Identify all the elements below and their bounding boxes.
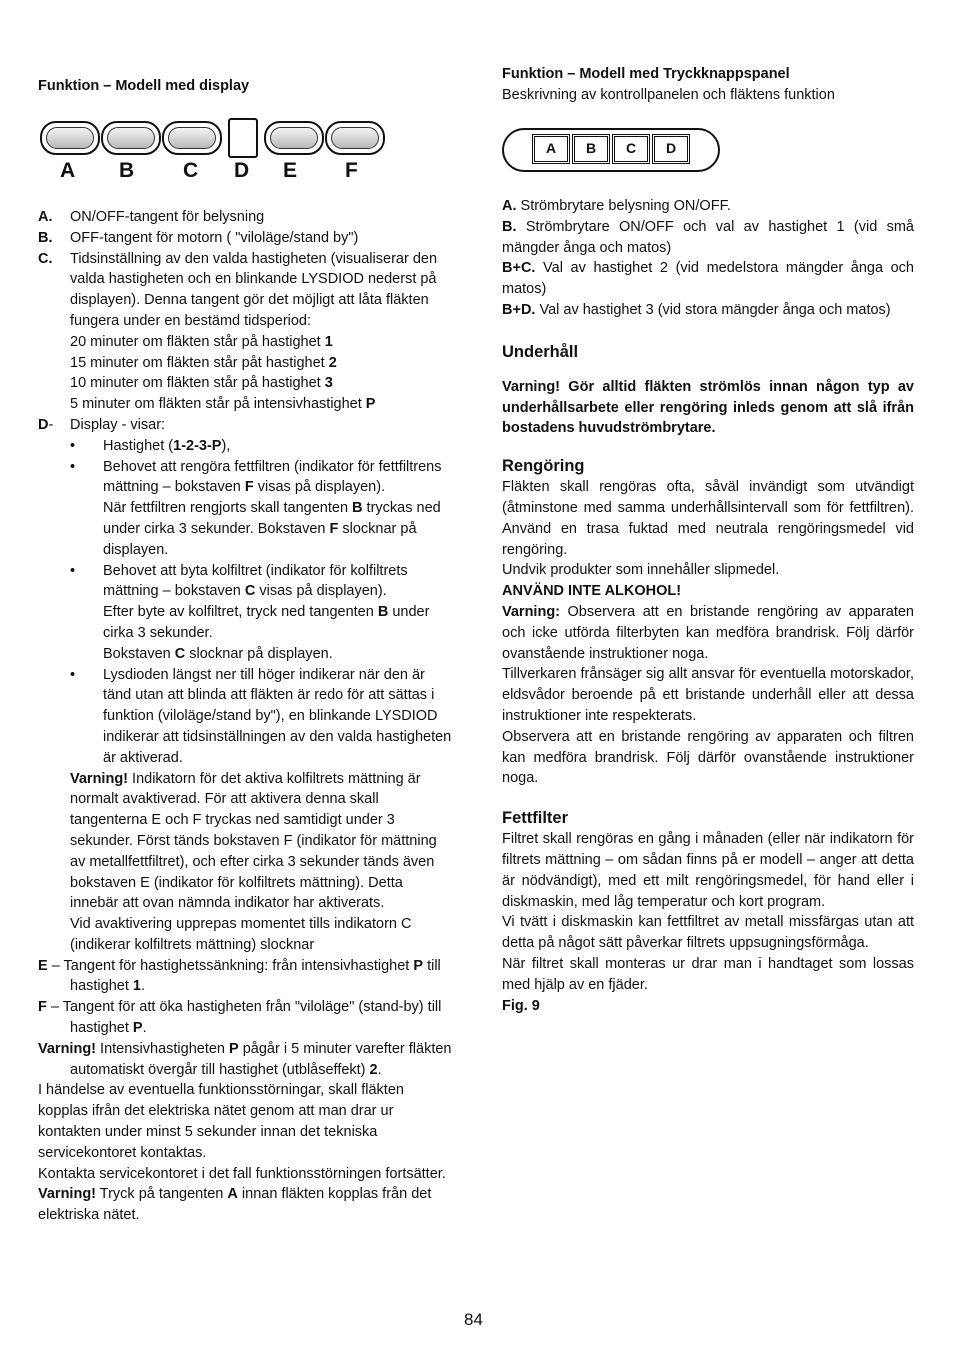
right-column (502, 196, 914, 1016)
push-button-b: B (572, 134, 610, 164)
display-bullet-grease: • Behovet att rengöra fettfiltren (indikator för fettfiltrens mättning – bokstaven F visas på displayen). (70, 458, 442, 496)
figure-reference: Fig. 9 (502, 997, 540, 1014)
push-button-d: D (652, 134, 690, 164)
timer-line-4: 5 minuter om fläkten står på intensivhastighet P (70, 396, 376, 413)
left-column (38, 207, 452, 1226)
item-f: F – Tangent för att öka hastigheten från "viloläge" (stand-by) till hastighet P. (38, 999, 442, 1037)
panel-letter-f: F (345, 159, 358, 182)
button-a-icon (40, 121, 100, 155)
grease-p3: När filtret skall monteras ur drar man i handtaget som lossas med hjälp av en fjäder. (502, 955, 914, 993)
cleaning-p5: Tillverkaren frånsäger sig allt ansvar för eventuella motorskador, eldsvådor beroende på ett bristande underhåll eller att dessa instruktioner inte respekterats. (502, 666, 914, 724)
maintenance-title: Underhåll (502, 342, 579, 361)
push-item-bc: B+C. Val av hastighet 2 (vid medelstora mängder ånga och matos) (502, 260, 914, 298)
panel-letter-e: E (283, 159, 298, 182)
display-bullet-carbon-cont2: Bokstaven C slocknar på displayen. (103, 645, 333, 662)
cleaning-warning: Varning: Observera att en bristande rengöring av apparaten och icke utförda filterbyten kan medföra brandrisk. Följ därför ovanstående instruktioner noga. (502, 603, 914, 662)
right-subheading: Beskrivning av kontrollpanelen och fläktens funktion (502, 87, 835, 103)
warning-carbon: Varning! Indikatorn för det aktiva kolfiltrets mättning är normalt avaktiverad. För att aktivera denna skall tangenterna E och F tryckas ned samtidigt under 3 sekunder. Först tänds bokstaven F (indikator för mättning av metallfettfiltret), och efter cirka 3 sekunder tänds även bokstaven E (indikator för kolfiltrets mättning). Detta innebär att ovan nämnda indikator har aktiverats. (70, 770, 437, 912)
panel-letter-d: D (234, 159, 250, 182)
button-b-icon (101, 121, 161, 155)
button-c-icon (162, 121, 222, 155)
display-d-icon (228, 118, 258, 158)
cleaning-p2: Undvik produkter som innehåller slipmedel. (502, 562, 780, 579)
panel-letter-a: A (60, 159, 76, 182)
left-heading: Funktion – Modell med display (38, 78, 250, 94)
display-bullet-speed: • Hastighet (1-2-3-P), (70, 437, 231, 454)
timer-line-1: 20 minuter om fläkten står på hastighet 1 (70, 333, 333, 350)
button-e-icon (264, 121, 324, 155)
panel-letter-c: C (183, 159, 199, 182)
push-button-c: C (612, 134, 650, 164)
malfunction-paragraph: I händelse av eventuella funktionsstörningar, skall fläkten kopplas ifrån det elektriska nätet genom att man drar ur kontakten under minst 5 sekunder innan det tekniska servicekontoret kontaktas. (38, 1082, 404, 1161)
warning-disconnect: Varning! Tryck på tangenten A innan fläkten kopplas från det elektriska nätet. (38, 1186, 432, 1224)
cleaning-p6: Observera att en bristande rengöring av apparaten och filtren kan medföra brandrisk. Följ därför ovanstående instruktioner noga. (502, 728, 914, 787)
display-bullet-carbon-cont: Efter byte av kolfiltret, tryck ned tangenten B under cirka 3 sekunder. (103, 604, 430, 641)
page-number: 84 (464, 1310, 483, 1329)
cleaning-no-alcohol: ANVÄND INTE ALKOHOL! (502, 583, 682, 600)
item-e: E – Tangent för hastighetssänkning: från intensivhastighet P till hastighet 1. (38, 957, 441, 995)
grease-p2: Vi tvätt i diskmaskin kan fettfiltret av metall missfärgas utan att detta på något sätt påverkar filtrets uppsugningsförmåga. (502, 914, 914, 952)
push-item-bd: B+D. Val av hastighet 3 (vid stora mängder ånga och matos) (502, 301, 891, 318)
maintenance-warning: Varning! Gör alltid fläkten strömlös innan någon typ av underhållsarbete eller rengöring inleds genom att slå ifrån bostadens huvudströmbrytare. (502, 378, 914, 437)
item-c: C. Tidsinställning av den valda hastigheten (visualiserar den valda hastigheten och en blinkande LYSDIOD nederst på displayen). Denna tangent gör det möjligt att låta fläkten fungera under en bestämd tidsperiod: (38, 250, 438, 329)
cleaning-title: Rengöring (502, 457, 585, 476)
push-item-b: B. Strömbrytare ON/OFF och val av hastighet 1 (vid små mängder ånga och matos) (502, 218, 914, 256)
timer-line-3: 10 minuter om fläkten står på hastighet 3 (70, 375, 333, 392)
panel-letter-b: B (119, 159, 135, 182)
item-b: B. OFF-tangent för motorn ( "viloläge/stand by") (38, 229, 359, 246)
display-bullet-grease-cont: När fettfiltren rengjorts skall tangenten B tryckas ned under cirka 3 sekunder. Bokstaven F slocknar på displayen. (103, 500, 441, 558)
push-button-a: A (532, 134, 570, 164)
item-d: D- Display - visar: (38, 416, 166, 433)
push-item-a: A. Strömbrytare belysning ON/OFF. (502, 198, 731, 214)
warning-carbon-cont: Vid avaktivering upprepas momentet tills indikatorn C (indikerar kolfiltrets mättning) slocknar (70, 916, 412, 953)
timer-line-2: 15 minuter om fläkten står påt hastighet 2 (70, 354, 337, 371)
grease-p1: Filtret skall rengöras en gång i månaden (eller när indikatorn för filtrets mättning – om sådan finns på er modell – anger att detta är nödvändigt), med ett milt rengöringsmedel, för hand eller i diskmaskin, med låg temperatur och kort program. (502, 831, 914, 910)
cleaning-p1: Fläkten skall rengöras ofta, såväl invändigt som utvändigt (åtminstone med samma underhållsintervall som för fettfiltren). Använd en trasa fuktad med neutrala rengöringsmedel vid rengöring. (502, 479, 914, 558)
item-a: A. ON/OFF-tangent för belysning (38, 209, 265, 225)
warning-intensive: Varning! Intensivhastigheten P pågår i 5 minuter varefter fläkten automatiskt övergår till hastighet (utblåseffekt) 2. (38, 1040, 452, 1078)
grease-filter-title: Fettfilter (502, 809, 568, 828)
button-f-icon (325, 121, 385, 155)
right-heading: Funktion – Modell med Tryckknappspanel (502, 66, 790, 82)
display-bullet-led: • Lysdioden längst ner till höger indikerar när den är tänd utan att blinda att fläkten är redo för att sättas i funktion (viloläge/stand by"), en blinkande LYSDIOD indikerar att tidsinställningen av den valda hastigheten är aktiverad. (70, 666, 452, 766)
display-bullet-carbon: • Behovet att byta kolfiltret (indikator för kolfiltrets mättning – bokstaven C visas på displayen). (70, 562, 408, 600)
service-paragraph: Kontakta servicekontoret i det fall funktionsstörningen fortsätter. (38, 1165, 446, 1182)
